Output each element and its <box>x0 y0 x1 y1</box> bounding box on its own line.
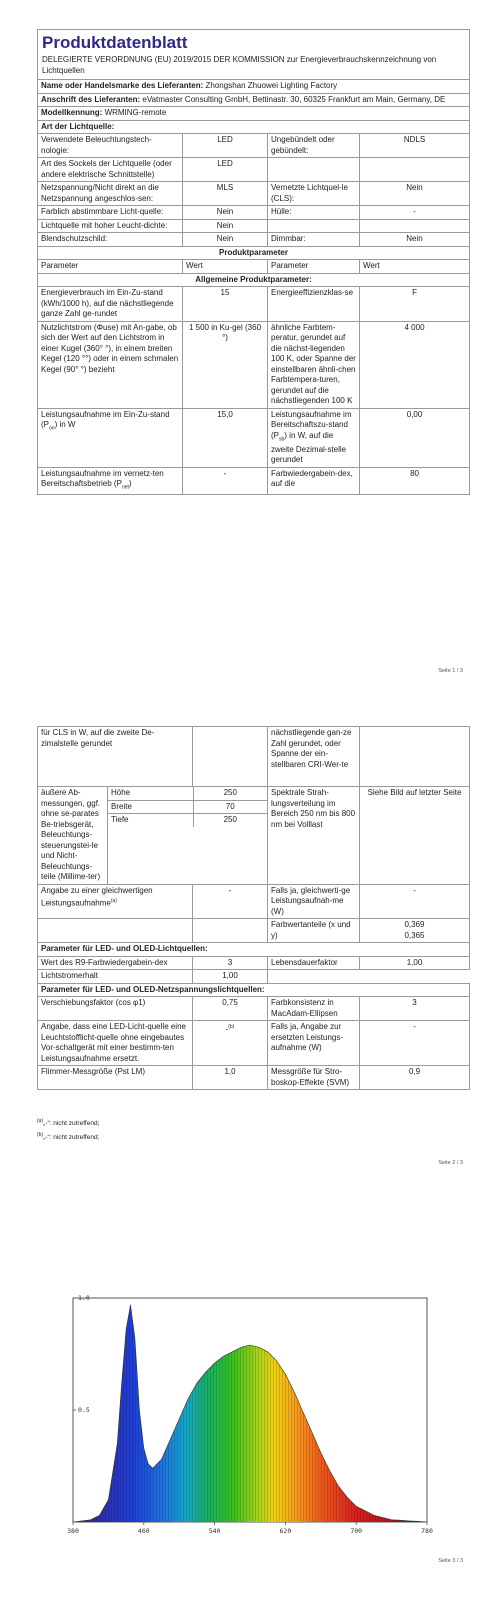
table-row <box>38 408 470 467</box>
param-label: Verschiebungsfaktor (cos φ1) <box>38 997 193 1021</box>
row-value: Nein <box>183 219 268 233</box>
param-label: Leistungsaufnahme im vernetz-ten Bereitschaftsbetrieb $(P_{net})$ <box>38 467 183 495</box>
row-label: Hülle: <box>268 206 360 220</box>
row-value: - <box>360 206 470 220</box>
column-header-row <box>38 260 470 274</box>
param-value: F <box>360 287 470 322</box>
param-label: Flimmer-Messgröße (Pst LM) <box>38 1066 193 1090</box>
param-value <box>193 727 268 787</box>
table-row <box>38 1021 470 1066</box>
table-row <box>38 233 470 247</box>
dimension-value: 70 <box>193 800 267 814</box>
table-row <box>38 956 470 970</box>
row-value: Nein <box>360 182 470 206</box>
light-source-type-heading: Art der Lichtquelle: <box>38 120 470 134</box>
product-data-table-part1 <box>37 29 470 495</box>
table-row <box>38 158 470 182</box>
param-label: Falls ja, Angabe zur ersetzten Leistungs-aufnahme (W) <box>268 1021 360 1066</box>
supplier-name-label: Name oder Handelsmarke des Lieferanten: <box>41 81 204 90</box>
page-1 <box>0 0 500 690</box>
param-value <box>360 727 470 787</box>
row-label: Dimmbar: <box>268 233 360 247</box>
x-tick-label: 380 <box>67 1527 79 1535</box>
x-axis-ticks <box>67 1522 433 1535</box>
row-label: Blendschutzschild: <box>38 233 183 247</box>
param-label: Wert des R9-Farbwiedergabein-dex <box>38 956 193 970</box>
param-value: 0,75 <box>193 997 268 1021</box>
param-label: ähnliche Farbtem-peratur, gerundet auf die nächst-liegenden 100 K, oder Spanne der einstellbaren ähnli-chen Farbtempera-turen, gerundet auf die nächstliegenden 100 K <box>268 321 360 408</box>
param-label: Lichtstromerhalt <box>38 970 193 984</box>
table-row <box>38 134 470 158</box>
dimension-value: 250 <box>193 814 267 827</box>
param-value: 3 <box>193 956 268 970</box>
table-row <box>38 787 470 885</box>
param-value: 1,0 <box>193 1066 268 1090</box>
dimensions-label: äußere Ab-messungen, ggf. ohne se-parates Be-triebsgerät, Beleuchtungs-steuerungstei-le und Nicht-Beleuchtungs-teile (Millime-ter) <box>38 787 108 885</box>
page-2 <box>0 690 500 1330</box>
row-label: Verwendete Beleuchtungstech-nologie: <box>38 134 183 158</box>
supplier-name-value: Zhongshan Zhuowei Lighting Factory <box>205 81 338 90</box>
dimension-value: 250 <box>193 787 267 800</box>
table-row <box>38 970 470 984</box>
table-row <box>38 1066 470 1090</box>
product-params-heading: Produktparameter <box>38 246 470 260</box>
table-row <box>38 206 470 220</box>
row-label: Ungebündelt oder gebündelt: <box>268 134 360 158</box>
dimension-name: Höhe <box>108 787 193 800</box>
table-row <box>38 321 470 408</box>
row-value: Nein <box>183 206 268 220</box>
empty-cell <box>38 919 193 943</box>
footnote-a: $^{(a)}$„-“: nicht zutreffend; <box>37 1118 100 1128</box>
param-label: Angabe zu einer gleichwertigen Leistungsaufnahme$^{(a)}$ <box>38 884 193 919</box>
param-value: Siehe Bild auf letzter Seite <box>360 787 470 885</box>
row-value: LED <box>183 158 268 182</box>
table-row <box>38 919 470 943</box>
row-value <box>360 158 470 182</box>
row-value: NDLS <box>360 134 470 158</box>
row-label: Art des Sockels der Lichtquelle (oder andere elektrische Schnittstelle) <box>38 158 183 182</box>
page-number: Seite 3 / 3 <box>438 1558 463 1564</box>
param-value: 1 500 in Ku-gel (360 °) <box>183 321 268 408</box>
mains-params-heading: Parameter für LED- und OLED-Netzspannungslichtquellen: <box>38 983 470 997</box>
row-label: Lichtquelle mit hoher Leucht-dichte: <box>38 219 183 233</box>
product-data-table-part2 <box>37 726 470 1090</box>
page-title: Produktdatenblatt <box>42 33 188 52</box>
footnote-b: $^{(b)}$„-“: nicht zutreffend; <box>37 1132 100 1142</box>
x-tick-label: 620 <box>279 1527 292 1535</box>
param-value: - <box>183 467 268 495</box>
x-tick-label: 700 <box>350 1527 363 1535</box>
x-tick-label: 780 <box>421 1527 433 1535</box>
param-value: 80 <box>360 467 470 495</box>
dimension-name: Tiefe <box>108 814 193 827</box>
param-label: nächstliegende gan-ze Zahl gerundet, oder Spanne der ein-stellbaren CRI-Wer-te <box>268 727 360 787</box>
param-value: -$^{(b)}$ <box>193 1021 268 1066</box>
param-label: Leistungsaufnahme im Ein-Zu-stand $(P_{on})$ in W <box>38 408 183 467</box>
table-row <box>38 182 470 206</box>
dimension-row <box>108 800 267 814</box>
param-label: Nutzlichtstrom (Φuse) mit An-gabe, ob sich der Wert auf den Lichtstrom in einer Kugel (360° °), in einem breiten Kegel (120 °°) oder in einem schmalen Kegel (90° °) bezieht <box>38 321 183 408</box>
y-tick-label: 0.5 <box>78 1406 90 1414</box>
param-value: - <box>360 1021 470 1066</box>
led-params-heading: Parameter für LED- und OLED-Lichtquellen: <box>38 943 470 957</box>
table-row <box>38 467 470 495</box>
param-label: Energieverbrauch im Ein-Zu-stand (kWh/1000 h), auf die nächstliegende ganze Zahl ge-rundet <box>38 287 183 322</box>
param-value <box>360 919 470 943</box>
supplier-address-value: eVatmaster Consulting GmbH, Bettinastr. 30, 60325 Frankfurt am Main, Germany, DE <box>142 94 446 104</box>
param-label: Farbwertanteile (x und y) <box>268 919 360 943</box>
supplier-name-row <box>38 80 470 94</box>
model-row <box>38 107 470 121</box>
param-label: Energieeffizienzklas-se <box>268 287 360 322</box>
x-tick-label: 540 <box>208 1527 221 1535</box>
column-header: Wert <box>360 260 470 274</box>
dimensions-table <box>108 787 267 827</box>
param-value: 1,00 <box>193 970 268 984</box>
param-label: Falls ja, gleichwerti-ge Leistungsaufnah-me (W) <box>268 884 360 919</box>
row-value: MLS <box>183 182 268 206</box>
param-label: Farbwiedergabein-dex, auf die <box>268 467 360 495</box>
param-value: 15,0 <box>183 408 268 467</box>
dimension-name: Breite <box>108 800 193 814</box>
param-value: 0,9 <box>360 1066 470 1090</box>
param-value: 0,00 <box>360 408 470 467</box>
row-label: Netzspannung/Nicht direkt an die Netzspannung angeschlos-sen: <box>38 182 183 206</box>
row-value: LED <box>183 134 268 158</box>
row-value <box>360 219 470 233</box>
param-label: Messgröße für Stro-boskop-Effekte (SVM) <box>268 1066 360 1090</box>
column-header: Parameter <box>38 260 183 274</box>
page-number: Seite 1 / 3 <box>438 668 463 674</box>
empty-cell <box>193 919 268 943</box>
regulation-reference: DELEGIERTE VERORDNUNG (EU) 2019/2015 DER KOMMISSION zur Energieverbrauchskennzeichnung von Lichtquellen <box>42 55 437 75</box>
table-row <box>38 727 470 787</box>
row-label: Farblich abstimmbare Licht-quelle: <box>38 206 183 220</box>
param-value: - <box>360 884 470 919</box>
param-value: 1,00 <box>360 956 470 970</box>
param-value: 4 000 <box>360 321 470 408</box>
page-number: Seite 2 / 3 <box>438 1160 463 1166</box>
param-value: - <box>193 884 268 919</box>
chroma-x: 0,369 <box>404 920 425 929</box>
dimensions-cell <box>108 787 268 885</box>
row-label <box>268 219 360 233</box>
model-label: Modellkennung: <box>41 108 103 117</box>
supplier-address-row <box>38 93 470 107</box>
dimension-row <box>108 787 267 800</box>
model-value: WRMING-remote <box>104 108 167 117</box>
supplier-address-label: Anschrift des Lieferanten: <box>41 94 141 104</box>
param-label: Spektrale Strah-lungsverteilung im Bereich 250 nm bis 800 nm bei Volllast <box>268 787 360 885</box>
row-value: Nein <box>183 233 268 247</box>
table-row <box>38 219 470 233</box>
param-value: 15 <box>183 287 268 322</box>
param-value: 3 <box>360 997 470 1021</box>
x-tick-label: 460 <box>137 1527 150 1535</box>
param-label: Angabe, dass eine LED-Licht-quelle eine Leuchtstofflicht-quelle ohne eingebautes Vor-schaltgerät mit einer bestimm-ten Leistungsaufnahme ersetzt. <box>38 1021 193 1066</box>
table-row <box>38 287 470 322</box>
row-value: Nein <box>360 233 470 247</box>
param-label: Lebensdauerfaktor <box>268 956 360 970</box>
column-header: Wert <box>183 260 268 274</box>
row-label: Vernetzte Lichtquel-le (CLS): <box>268 182 360 206</box>
table-row <box>38 997 470 1021</box>
empty-cell <box>268 970 470 984</box>
param-label: Farbkonsistenz in MacAdam-Ellipsen <box>268 997 360 1021</box>
column-header: Parameter <box>268 260 360 274</box>
chroma-y: 0,365 <box>404 930 425 940</box>
y-tick-label: 1.0 <box>78 1294 90 1302</box>
row-label <box>268 158 360 182</box>
spectral-distribution-chart <box>0 1240 500 1580</box>
general-params-heading: Allgemeine Produktparameter: <box>38 273 470 287</box>
table-row <box>38 884 470 919</box>
param-label: Leistungsaufnahme im Bereitschaftszu-stand $(P_{sb})$ in W, auf die zweite Dezimal-stelle gerundet <box>268 408 360 467</box>
dimension-row <box>108 814 267 827</box>
param-label: für CLS in W, auf die zweite De-zimalstelle gerundet <box>38 727 193 787</box>
page-3 <box>0 1240 500 1620</box>
